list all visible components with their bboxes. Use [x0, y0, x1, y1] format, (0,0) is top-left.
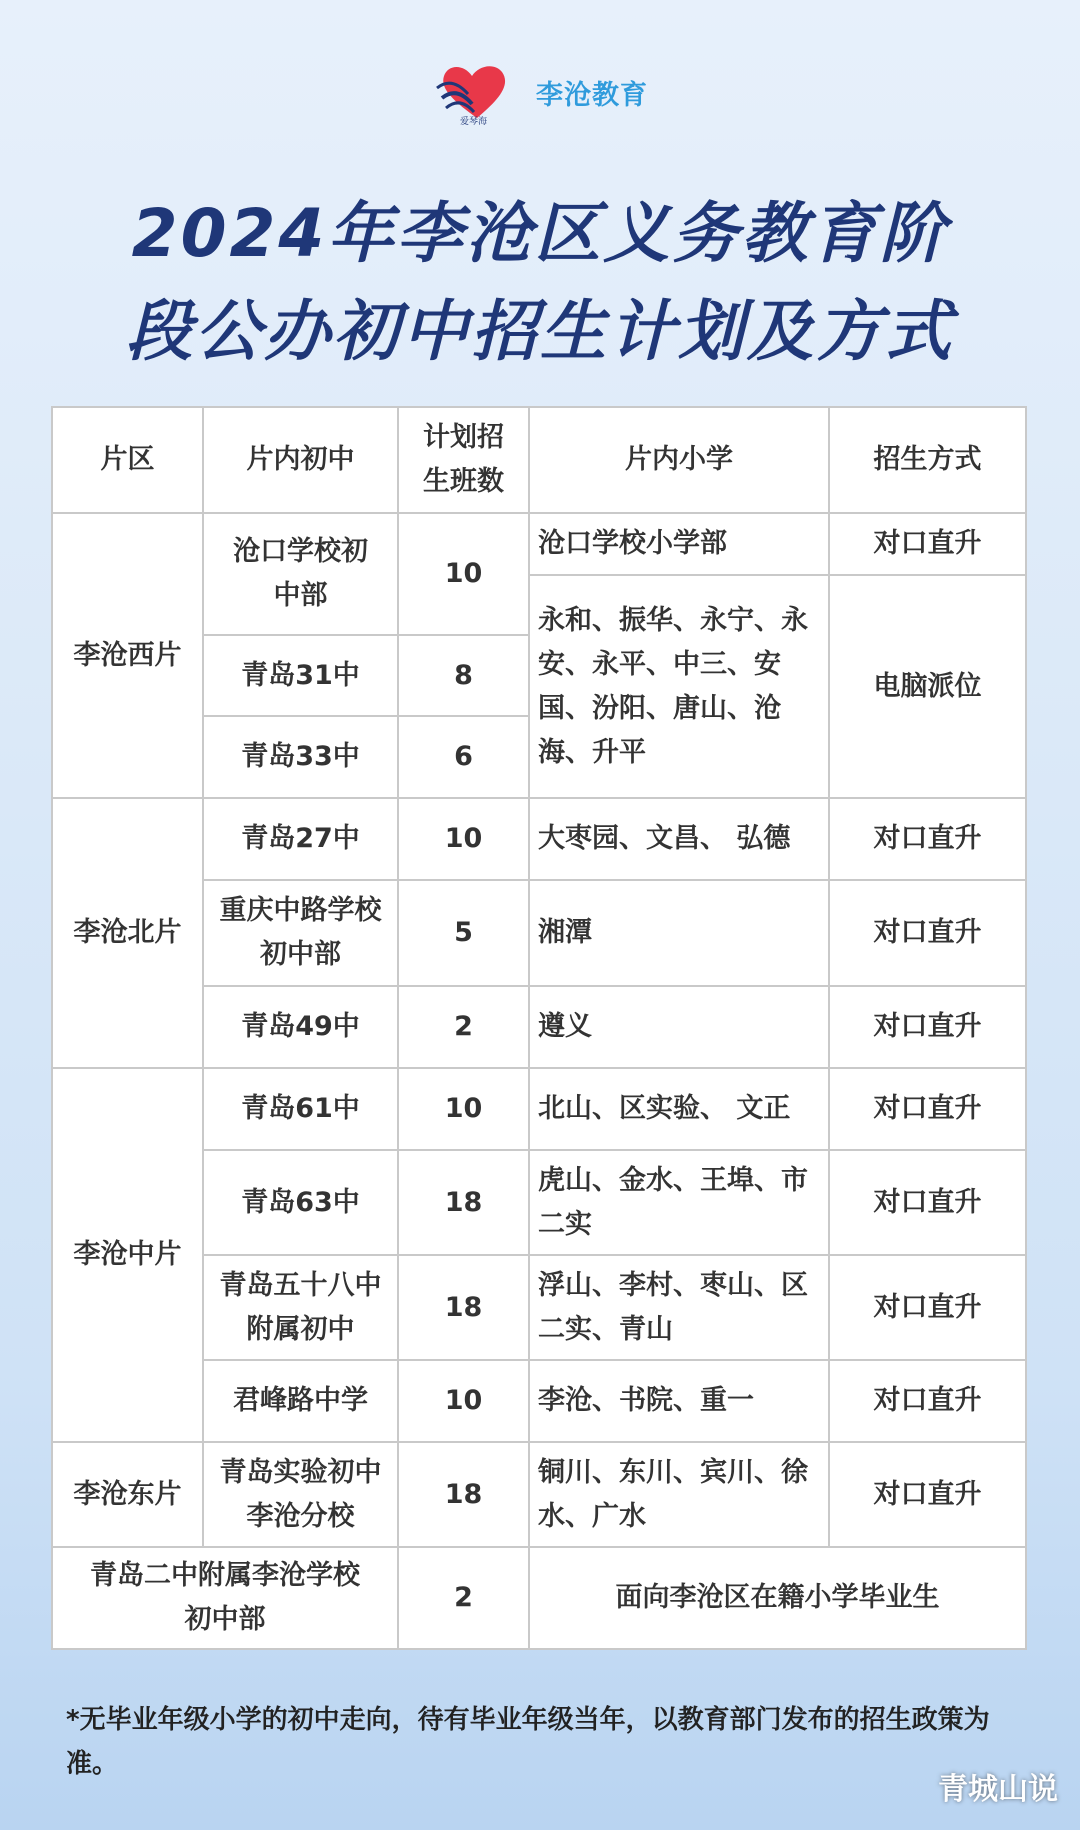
method-cell: 对口直升	[829, 986, 1026, 1068]
method-cell: 对口直升	[829, 1442, 1026, 1547]
table-row	[52, 1547, 1026, 1649]
classes-cell: 8	[398, 635, 529, 716]
school-cell: 君峰路中学	[203, 1360, 398, 1442]
school-cell: 青岛61中	[203, 1068, 398, 1150]
classes-cell: 18	[398, 1442, 529, 1547]
classes-cell: 10	[398, 798, 529, 880]
school-cell: 青岛二中附属李沧学校初中部	[52, 1547, 398, 1649]
primary-cell: 虎山、金水、王埠、市二实	[529, 1150, 829, 1255]
header-method: 招生方式	[829, 407, 1026, 513]
method-cell: 对口直升	[829, 1068, 1026, 1150]
district-cell: 李沧中片	[52, 1068, 203, 1442]
classes-cell: 6	[398, 716, 529, 798]
school-cell: 重庆中路学校初中部	[203, 880, 398, 986]
method-cell: 对口直升	[829, 1150, 1026, 1255]
classes-cell: 2	[398, 1547, 529, 1649]
table-header-row	[52, 407, 1026, 513]
scope-cell: 面向李沧区在籍小学毕业生	[529, 1547, 1026, 1649]
classes-cell: 5	[398, 880, 529, 986]
method-cell: 对口直升	[829, 513, 1026, 575]
header-primary: 片内小学	[529, 407, 829, 513]
header-logo	[0, 55, 1080, 130]
watermark: 青城山说	[938, 1772, 1058, 1807]
table-row	[52, 1442, 1026, 1547]
school-cell: 青岛五十八中附属初中	[203, 1255, 398, 1360]
table-row	[52, 1068, 1026, 1150]
district-cell: 李沧北片	[52, 798, 203, 1068]
primary-cell: 北山、区实验、 文正	[529, 1068, 829, 1150]
classes-cell: 18	[398, 1150, 529, 1255]
header-school: 片内初中	[203, 407, 398, 513]
primary-cell: 沧口学校小学部	[529, 513, 829, 575]
school-cell: 沧口学校初中部	[203, 513, 398, 635]
table-row	[52, 513, 1026, 575]
footnote: *无毕业年级小学的初中走向，待有毕业年级当年，以教育部门发布的招生政策为准。	[66, 1705, 990, 1779]
header-classes-line2: 生班数	[423, 466, 504, 497]
table-row	[52, 798, 1026, 880]
classes-cell: 18	[398, 1255, 529, 1360]
logo-caption: 爱琴海	[460, 116, 488, 127]
primary-cell: 遵义	[529, 986, 829, 1068]
method-cell: 对口直升	[829, 1360, 1026, 1442]
page-title-line2: 段公办初中招生计划及方式	[126, 293, 954, 370]
primary-cell: 永和、振华、永宁、永安、永平、中三、安国、汾阳、唐山、沧海、升平	[529, 575, 829, 798]
school-cell: 青岛33中	[203, 716, 398, 798]
method-cell: 电脑派位	[829, 575, 1026, 798]
district-cell: 李沧西片	[52, 513, 203, 798]
school-cell: 青岛63中	[203, 1150, 398, 1255]
school-cell: 青岛27中	[203, 798, 398, 880]
school-cell: 青岛31中	[203, 635, 398, 716]
primary-cell: 浮山、李村、枣山、区二实、青山	[529, 1255, 829, 1360]
primary-cell: 铜川、东川、宾川、徐水、广水	[529, 1442, 829, 1547]
enrollment-table	[51, 406, 1025, 1650]
method-cell: 对口直升	[829, 798, 1026, 880]
header-district: 片区	[52, 407, 203, 513]
primary-cell: 大枣园、文昌、 弘德	[529, 798, 829, 880]
school-cell: 青岛49中	[203, 986, 398, 1068]
classes-cell: 10	[398, 1360, 529, 1442]
heart-logo-icon	[432, 58, 522, 128]
method-cell: 对口直升	[829, 880, 1026, 986]
brand-name: 李沧教育	[536, 80, 648, 111]
primary-cell: 湘潭	[529, 880, 829, 986]
method-cell: 对口直升	[829, 1255, 1026, 1360]
classes-cell: 10	[398, 1068, 529, 1150]
school-cell: 青岛实验初中李沧分校	[203, 1442, 398, 1547]
classes-cell: 10	[398, 513, 529, 635]
classes-cell: 2	[398, 986, 529, 1068]
header-classes	[398, 407, 529, 513]
page-title-line1: 2024年李沧区义务教育阶	[131, 195, 949, 272]
district-cell: 李沧东片	[52, 1442, 203, 1547]
primary-cell: 李沧、书院、重一	[529, 1360, 829, 1442]
header-classes-line1: 计划招	[423, 422, 504, 453]
